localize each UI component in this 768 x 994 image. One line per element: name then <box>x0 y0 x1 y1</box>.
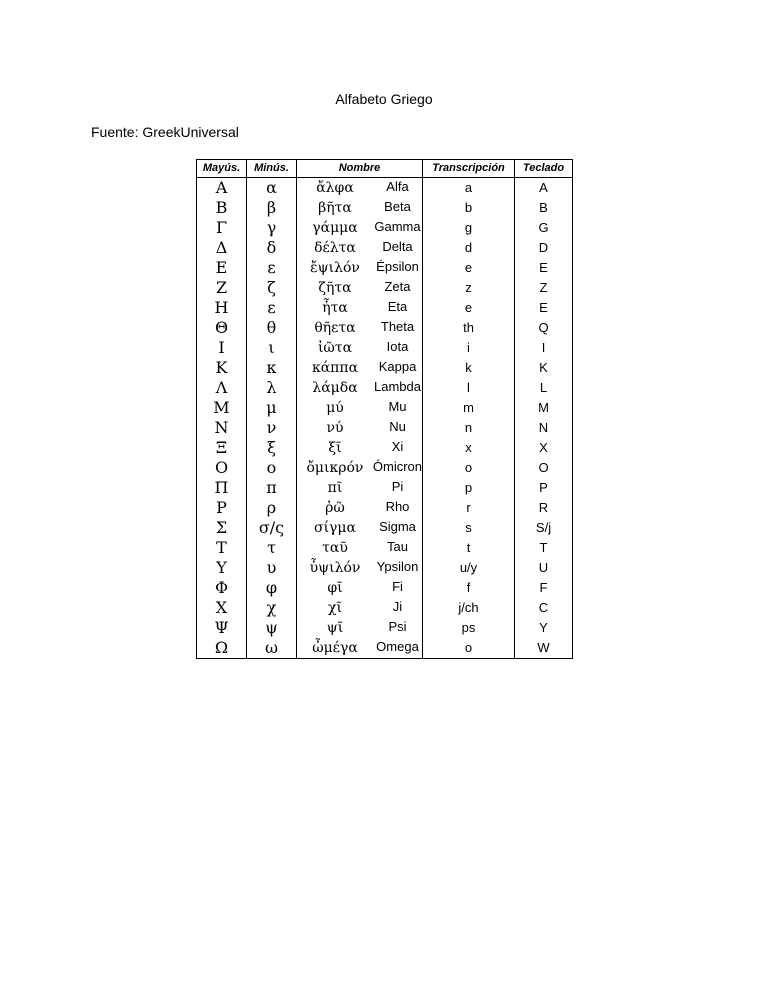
spanish-name: Iota <box>386 339 409 354</box>
transcription: l <box>423 378 515 398</box>
table-row <box>197 538 573 558</box>
uppercase-letter: Ω <box>197 638 247 659</box>
transcription: t <box>423 538 515 558</box>
greek-name: κάππα <box>311 360 359 376</box>
transcription: j/ch <box>423 598 515 618</box>
spanish-name: Zeta <box>384 279 411 294</box>
uppercase-letter: Γ <box>197 218 247 238</box>
uppercase-letter: Τ <box>197 538 247 558</box>
table-row <box>197 238 573 258</box>
greek-name: χῖ <box>328 600 342 616</box>
letter-name-cell <box>297 558 423 578</box>
letter-name-cell <box>297 278 423 298</box>
letter-name-wrap <box>297 638 422 658</box>
transcription: b <box>423 198 515 218</box>
keyboard-key: C <box>515 598 573 618</box>
lowercase-letter: α <box>247 178 297 199</box>
letter-name-wrap <box>297 398 422 418</box>
table-row <box>197 358 573 378</box>
transcription: r <box>423 498 515 518</box>
letter-name-wrap <box>297 178 422 198</box>
letter-name-cell <box>297 598 423 618</box>
keyboard-key: U <box>515 558 573 578</box>
uppercase-letter: Β <box>197 198 247 218</box>
greek-name: δέλτα <box>314 240 356 256</box>
letter-name-wrap <box>297 558 422 578</box>
transcription: s <box>423 518 515 538</box>
letter-name-cell <box>297 178 423 199</box>
greek-name: θῆετα <box>314 320 356 336</box>
greek-name: πῖ <box>327 480 343 496</box>
letter-name-cell <box>297 458 423 478</box>
table-row <box>197 498 573 518</box>
letter-name-cell <box>297 218 423 238</box>
letter-name-cell <box>297 498 423 518</box>
letter-name-wrap <box>297 498 422 518</box>
greek-name: ξῖ <box>328 440 342 456</box>
letter-name-wrap <box>297 518 422 538</box>
spanish-name: Theta <box>380 319 415 334</box>
letter-name-wrap <box>297 578 422 598</box>
table-row <box>197 198 573 218</box>
uppercase-letter: Φ <box>197 578 247 598</box>
uppercase-letter: Ζ <box>197 278 247 298</box>
keyboard-key: E <box>515 258 573 278</box>
table-row <box>197 478 573 498</box>
lowercase-letter: ζ <box>247 278 297 298</box>
table-row <box>197 398 573 418</box>
letter-name-wrap <box>297 318 422 338</box>
lowercase-letter: ρ <box>247 498 297 518</box>
keyboard-key: Z <box>515 278 573 298</box>
letter-name-wrap <box>297 258 422 278</box>
transcription: e <box>423 298 515 318</box>
greek-name: μύ <box>326 400 344 416</box>
keyboard-key: I <box>515 338 573 358</box>
letter-name-wrap <box>297 238 422 258</box>
table-header-row <box>197 160 573 178</box>
header-uppercase: Mayús. <box>197 160 247 178</box>
letter-name-cell <box>297 638 423 659</box>
keyboard-key: P <box>515 478 573 498</box>
document-title: Alfabeto Griego <box>335 91 433 107</box>
letter-name-wrap <box>297 358 422 378</box>
lowercase-letter: ν <box>247 418 297 438</box>
lowercase-letter: π <box>247 478 297 498</box>
transcription: o <box>423 638 515 659</box>
letter-name-wrap <box>297 438 422 458</box>
letter-name-wrap <box>297 218 422 238</box>
letter-name-wrap <box>297 598 422 618</box>
table-row <box>197 298 573 318</box>
letter-name-wrap <box>297 338 422 358</box>
letter-name-cell <box>297 358 423 378</box>
lowercase-letter: ω <box>247 638 297 659</box>
lowercase-letter: ψ <box>247 618 297 638</box>
letter-name-wrap <box>297 198 422 218</box>
greek-name: ὄμικρόν <box>306 460 364 476</box>
keyboard-key: G <box>515 218 573 238</box>
transcription: i <box>423 338 515 358</box>
lowercase-letter: ο <box>247 458 297 478</box>
greek-name: ἰῶτα <box>317 340 353 356</box>
transcription: k <box>423 358 515 378</box>
header-lowercase: Minús. <box>247 160 297 178</box>
transcription: g <box>423 218 515 238</box>
transcription: u/y <box>423 558 515 578</box>
keyboard-key: Q <box>515 318 573 338</box>
spanish-name: Xi <box>391 439 404 454</box>
table-row <box>197 318 573 338</box>
greek-name: ἦτα <box>322 300 348 316</box>
lowercase-letter: ε <box>247 258 297 278</box>
letter-name-cell <box>297 518 423 538</box>
spanish-name: Beta <box>384 199 411 214</box>
greek-name: ὦμέγα <box>312 640 358 656</box>
letter-name-cell <box>297 258 423 278</box>
header-name: Nombre <box>297 160 423 178</box>
table-row <box>197 378 573 398</box>
header-transcription: Transcripción <box>423 160 515 178</box>
transcription: d <box>423 238 515 258</box>
keyboard-key: W <box>515 638 573 659</box>
greek-name: ταῦ <box>322 540 348 556</box>
greek-name: ὖψιλόν <box>309 560 361 576</box>
greek-name: γάμμα <box>312 220 358 236</box>
uppercase-letter: Ο <box>197 458 247 478</box>
letter-name-cell <box>297 578 423 598</box>
lowercase-letter: λ <box>247 378 297 398</box>
transcription: p <box>423 478 515 498</box>
spanish-name: Ómicron <box>372 459 422 474</box>
table-body <box>197 178 573 659</box>
transcription: z <box>423 278 515 298</box>
letter-name-wrap <box>297 278 422 298</box>
table-row <box>197 518 573 538</box>
keyboard-key: R <box>515 498 573 518</box>
keyboard-key: D <box>515 238 573 258</box>
lowercase-letter: β <box>247 198 297 218</box>
greek-name: ζῆτα <box>318 280 352 296</box>
spanish-name: Sigma <box>379 519 416 534</box>
greek-name: ψῖ <box>326 620 344 636</box>
uppercase-letter: Σ <box>197 518 247 538</box>
table-row <box>197 438 573 458</box>
lowercase-letter: δ <box>247 238 297 258</box>
spanish-name: Ji <box>392 599 403 614</box>
letter-name-wrap <box>297 458 422 478</box>
table-row <box>197 458 573 478</box>
keyboard-key: N <box>515 418 573 438</box>
header-keyboard: Teclado <box>515 160 573 178</box>
keyboard-key: O <box>515 458 573 478</box>
uppercase-letter: Μ <box>197 398 247 418</box>
table-row <box>197 638 573 659</box>
table-row <box>197 338 573 358</box>
keyboard-key: S/j <box>515 518 573 538</box>
keyboard-key: M <box>515 398 573 418</box>
table-row <box>197 598 573 618</box>
lowercase-letter: ε <box>247 298 297 318</box>
table-row <box>197 618 573 638</box>
uppercase-letter: Ξ <box>197 438 247 458</box>
spanish-name: Gamma <box>374 219 421 234</box>
table-row <box>197 418 573 438</box>
table-row <box>197 258 573 278</box>
spanish-name: Alfa <box>386 179 409 194</box>
transcription: th <box>423 318 515 338</box>
letter-name-cell <box>297 438 423 458</box>
lowercase-letter: φ <box>247 578 297 598</box>
lowercase-letter: κ <box>247 358 297 378</box>
uppercase-letter: Π <box>197 478 247 498</box>
keyboard-key: F <box>515 578 573 598</box>
greek-name: βῆτα <box>318 200 352 216</box>
letter-name-wrap <box>297 538 422 558</box>
greek-name: σίγμα <box>314 520 356 536</box>
letter-name-wrap <box>297 378 422 398</box>
table-row <box>197 578 573 598</box>
greek-name: ἔψιλόν <box>310 260 360 276</box>
spanish-name: Nu <box>389 419 406 434</box>
spanish-name: Lambda <box>374 379 421 394</box>
lowercase-letter: γ <box>247 218 297 238</box>
keyboard-key: A <box>515 178 573 199</box>
lowercase-letter: θ <box>247 318 297 338</box>
greek-name: νύ <box>326 420 344 436</box>
uppercase-letter: Χ <box>197 598 247 618</box>
letter-name-cell <box>297 618 423 638</box>
spanish-name: Mu <box>388 399 407 414</box>
lowercase-letter: χ <box>247 598 297 618</box>
letter-name-cell <box>297 318 423 338</box>
letter-name-cell <box>297 198 423 218</box>
table-row <box>197 218 573 238</box>
table-row <box>197 278 573 298</box>
letter-name-wrap <box>297 418 422 438</box>
transcription: x <box>423 438 515 458</box>
transcription: a <box>423 178 515 199</box>
lowercase-letter: τ <box>247 538 297 558</box>
lowercase-letter: ξ <box>247 438 297 458</box>
spanish-name: Pi <box>391 479 404 494</box>
greek-name: λάμδα <box>312 380 358 396</box>
keyboard-key: Y <box>515 618 573 638</box>
letter-name-cell <box>297 398 423 418</box>
lowercase-letter: μ <box>247 398 297 418</box>
spanish-name: Tau <box>387 539 408 554</box>
table-row <box>197 178 573 199</box>
keyboard-key: L <box>515 378 573 398</box>
greek-name: ἄλφα <box>316 180 354 196</box>
lowercase-letter: σ/ς <box>247 518 297 538</box>
keyboard-key: K <box>515 358 573 378</box>
keyboard-key: T <box>515 538 573 558</box>
greek-alphabet-table <box>196 159 573 659</box>
letter-name-cell <box>297 238 423 258</box>
transcription: m <box>423 398 515 418</box>
uppercase-letter: Λ <box>197 378 247 398</box>
lowercase-letter: υ <box>247 558 297 578</box>
keyboard-key: E <box>515 298 573 318</box>
transcription: ps <box>423 618 515 638</box>
uppercase-letter: Ρ <box>197 498 247 518</box>
font-source-line: Fuente: GreekUniversal <box>91 124 239 140</box>
letter-name-wrap <box>297 478 422 498</box>
letter-name-wrap <box>297 618 422 638</box>
spanish-name: Kappa <box>378 359 417 374</box>
letter-name-cell <box>297 378 423 398</box>
greek-name: ῥῶ <box>325 500 345 516</box>
transcription: n <box>423 418 515 438</box>
transcription: f <box>423 578 515 598</box>
letter-name-wrap <box>297 298 422 318</box>
keyboard-key: B <box>515 198 573 218</box>
uppercase-letter: Κ <box>197 358 247 378</box>
spanish-name: Fi <box>392 579 403 594</box>
uppercase-letter: Η <box>197 298 247 318</box>
uppercase-letter: Θ <box>197 318 247 338</box>
uppercase-letter: Ν <box>197 418 247 438</box>
uppercase-letter: Ψ <box>197 618 247 638</box>
spanish-name: Rho <box>385 499 410 514</box>
spanish-name: Omega <box>376 639 419 654</box>
letter-name-cell <box>297 338 423 358</box>
transcription: e <box>423 258 515 278</box>
table-row <box>197 558 573 578</box>
spanish-name: Delta <box>382 239 413 254</box>
uppercase-letter: Α <box>197 178 247 199</box>
greek-name: φῖ <box>327 580 343 596</box>
transcription: o <box>423 458 515 478</box>
uppercase-letter: Υ <box>197 558 247 578</box>
spanish-name: Ypsilon <box>376 559 419 574</box>
spanish-name: Épsilon <box>376 259 419 274</box>
keyboard-key: X <box>515 438 573 458</box>
lowercase-letter: ι <box>247 338 297 358</box>
uppercase-letter: Ι <box>197 338 247 358</box>
uppercase-letter: Δ <box>197 238 247 258</box>
spanish-name: Psi <box>388 619 407 634</box>
spanish-name: Eta <box>387 299 408 314</box>
letter-name-cell <box>297 538 423 558</box>
uppercase-letter: Ε <box>197 258 247 278</box>
letter-name-cell <box>297 418 423 438</box>
letter-name-cell <box>297 478 423 498</box>
letter-name-cell <box>297 298 423 318</box>
